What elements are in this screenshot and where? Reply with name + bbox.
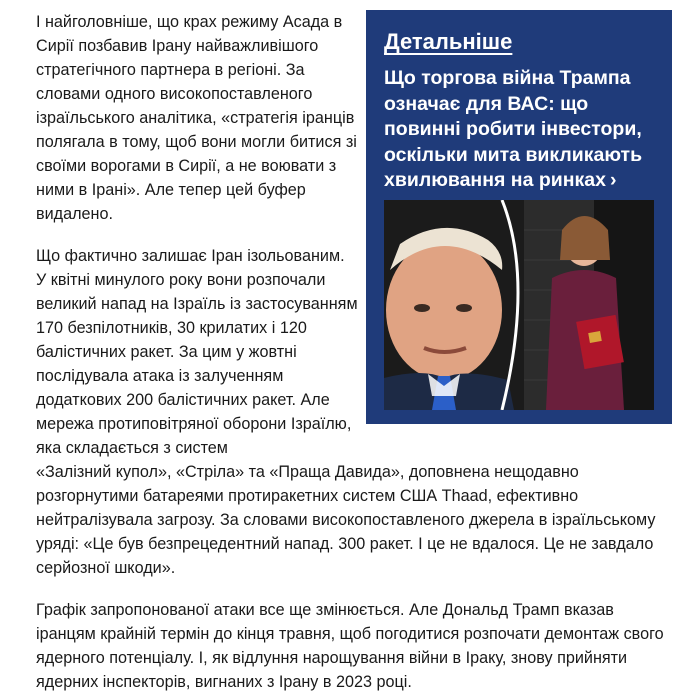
related-article-promo[interactable] <box>366 10 672 424</box>
promo-photo-illustration <box>384 200 654 410</box>
promo-kicker[interactable]: Детальніше <box>384 29 513 54</box>
article-paragraph-1: І найголовніше, що крах режиму Асада в Сирії позбавив Ірану найважливішого стратегічного партнера в регіоні. За словами одного високопоставленого ізраїльського аналітика, «стратегія іранців полягала в тому, щоб вони могли битися зі своїми ворогами в Сирії, а не воювати з ними в Ірані». Але тепер цей буфер видалено. <box>36 13 357 223</box>
article-paragraph-2-continued: «Залізний купол», «Стріла» та «Праща Давида», доповнена нещодавно розгорнутими батареями протиракетних систем США Thaad, ефективно нейтралізувала загрозу. За словами високопоставленого джерела в ізраїльському уряді: «Це був безпрецедентний напад. 300 ракет. І це не вдалося. Це не завдало серйозної шкоди». <box>36 463 656 577</box>
promo-image[interactable] <box>384 200 654 410</box>
article-paragraph-3: Графік запропонованої атаки все ще змінюється. Але Дональд Трамп вказав іранцям крайній термін до кінця травня, щоб погодитися розпочати демонтаж свого ядерного потенціалу. І, як відлуння нарощування війни в Іраку, знову прийняти ядерних інспекторів, вигнаних з Ірану в 2023 році. <box>36 601 664 691</box>
chevron-right-icon: › <box>609 169 617 191</box>
article-paragraph-2: Що фактично залишає Іран ізольованим. У квітні минулого року вони розпочали великий напад на Ізраїль із застосуванням 170 безпілотників, 30 крилатих і 120 балістичних ракет. За цим у жовтні послідувала атака із залученням додаткових 200 балістичних ракет. Але мережа протиповітряної оборони Ізраїлю, яка складається з систем <box>36 247 358 457</box>
promo-headline-text: Що торгова війна Трампа означає для ВАС: що повинні робити інвестори, оскільки мита викликають хвилювання на ринках <box>384 67 643 191</box>
promo-headline-link[interactable] <box>384 66 654 194</box>
